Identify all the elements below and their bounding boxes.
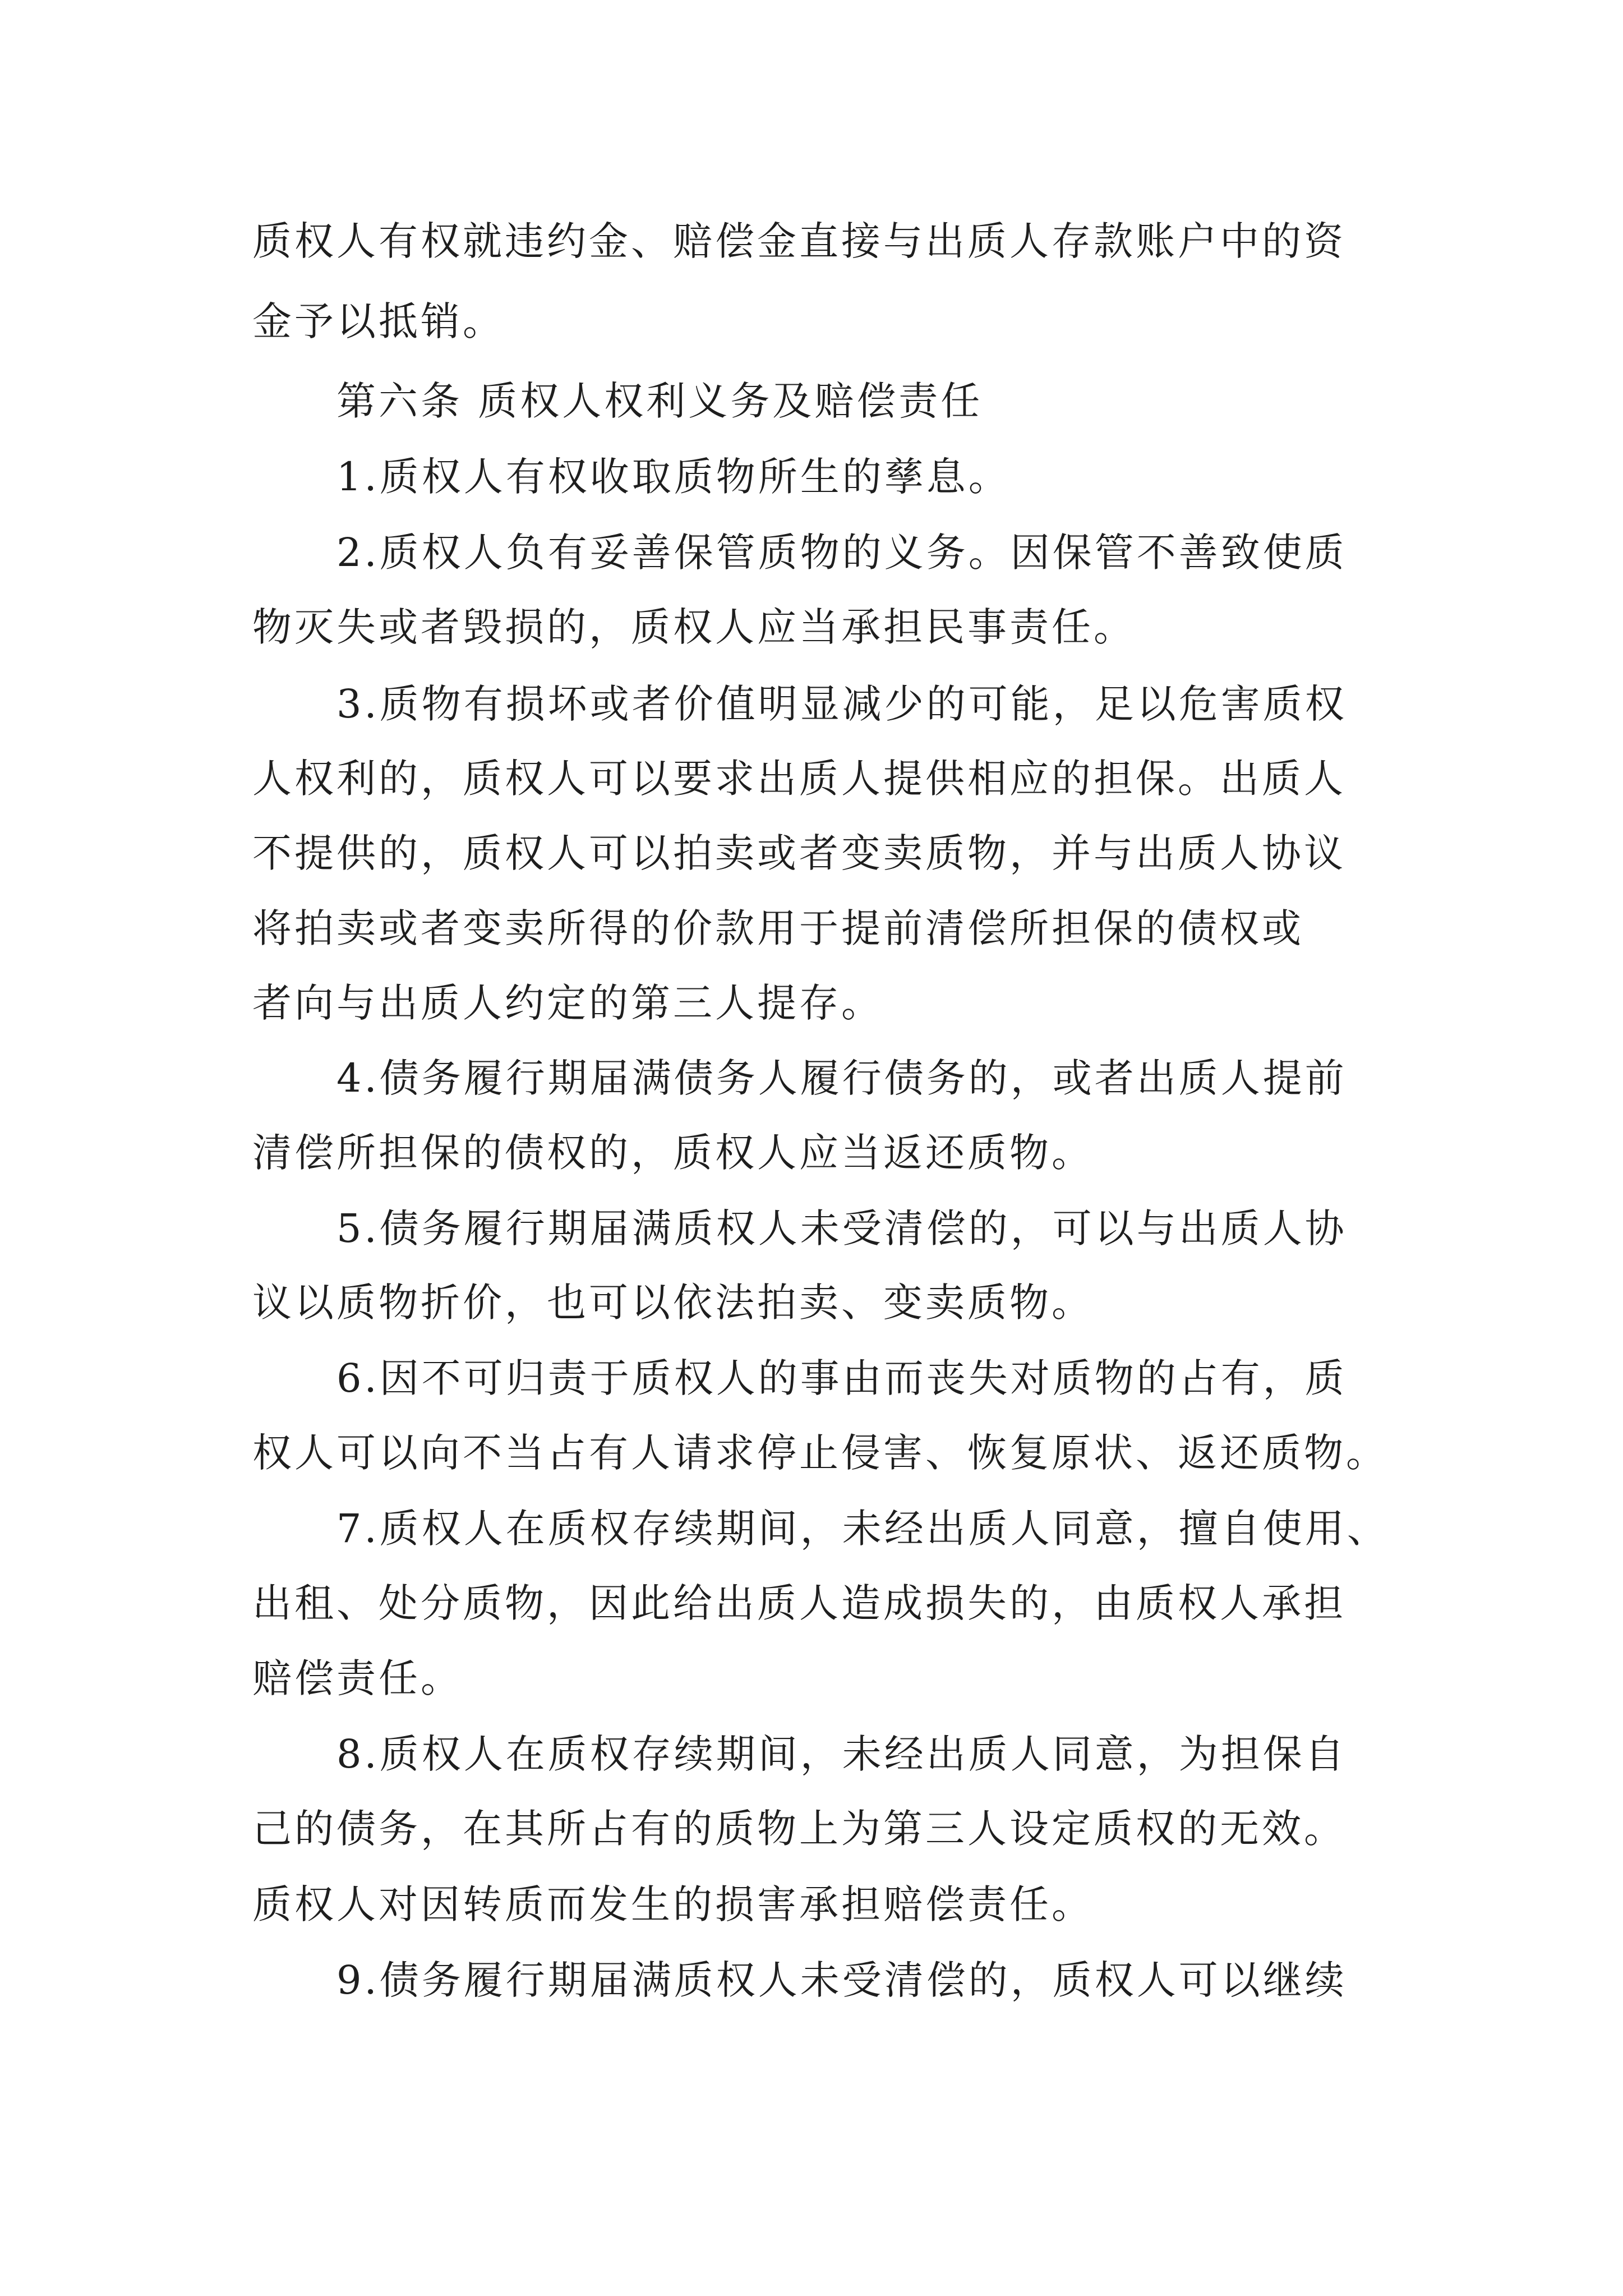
clause-item: 5.债务履行期届满质权人未受清偿的，可以与出质人协 [336, 1205, 1347, 1251]
clause-item: 7.质权人在质权存续期间，未经出质人同意，擅自使用、 [336, 1506, 1389, 1552]
body-line: 出租、处分质物，因此给出质人造成损失的，由质权人承担 [252, 1580, 1346, 1626]
body-line: 权人可以向不当占有人请求停止侵害、恢复原状、返还质物。 [252, 1430, 1388, 1476]
clause-item: 4.债务履行期届满债务人履行债务的，或者出质人提前 [336, 1055, 1347, 1101]
section-heading: 第六条 质权人权利义务及赔偿责任 [336, 378, 983, 424]
body-line: 质权人对因转质而发生的损害承担赔偿责任。 [252, 1881, 1094, 1927]
body-line: 人权利的，质权人可以要求出质人提供相应的担保。出质人 [252, 756, 1346, 802]
body-line: 将拍卖或者变卖所得的价款用于提前清偿所担保的债权或 [252, 905, 1304, 951]
body-line: 赔偿责任。 [252, 1655, 463, 1701]
clause-item: 3.质物有损坏或者价值明显减少的可能，足以危害质权 [336, 681, 1347, 727]
clause-item: 9.债务履行期届满质权人未受清偿的，质权人可以继续 [336, 1957, 1347, 2003]
body-line: 己的债务，在其所占有的质物上为第三人设定质权的无效。 [252, 1806, 1346, 1852]
clause-item: 1.质权人有权收取质物所生的孳息。 [336, 454, 1011, 500]
clause-item: 6.因不可归责于质权人的事由而丧失对质物的占有，质 [336, 1355, 1347, 1401]
clause-item: 8.质权人在质权存续期间，未经出质人同意，为担保自 [336, 1731, 1347, 1777]
body-line: 者向与出质人约定的第三人提存。 [252, 980, 883, 1026]
body-line: 不提供的，质权人可以拍卖或者变卖质物，并与出质人协议 [252, 830, 1346, 876]
body-line: 质权人有权就违约金、赔偿金直接与出质人存款账户中的资 [252, 218, 1346, 264]
body-line: 议以质物折价，也可以依法拍卖、变卖质物。 [252, 1280, 1094, 1326]
body-line: 金予以抵销。 [252, 298, 505, 344]
body-line: 物灭失或者毁损的，质权人应当承担民事责任。 [252, 604, 1136, 650]
body-line: 清偿所担保的债权的，质权人应当返还质物。 [252, 1130, 1094, 1176]
clause-item: 2.质权人负有妥善保管质物的义务。因保管不善致使质 [336, 530, 1347, 576]
